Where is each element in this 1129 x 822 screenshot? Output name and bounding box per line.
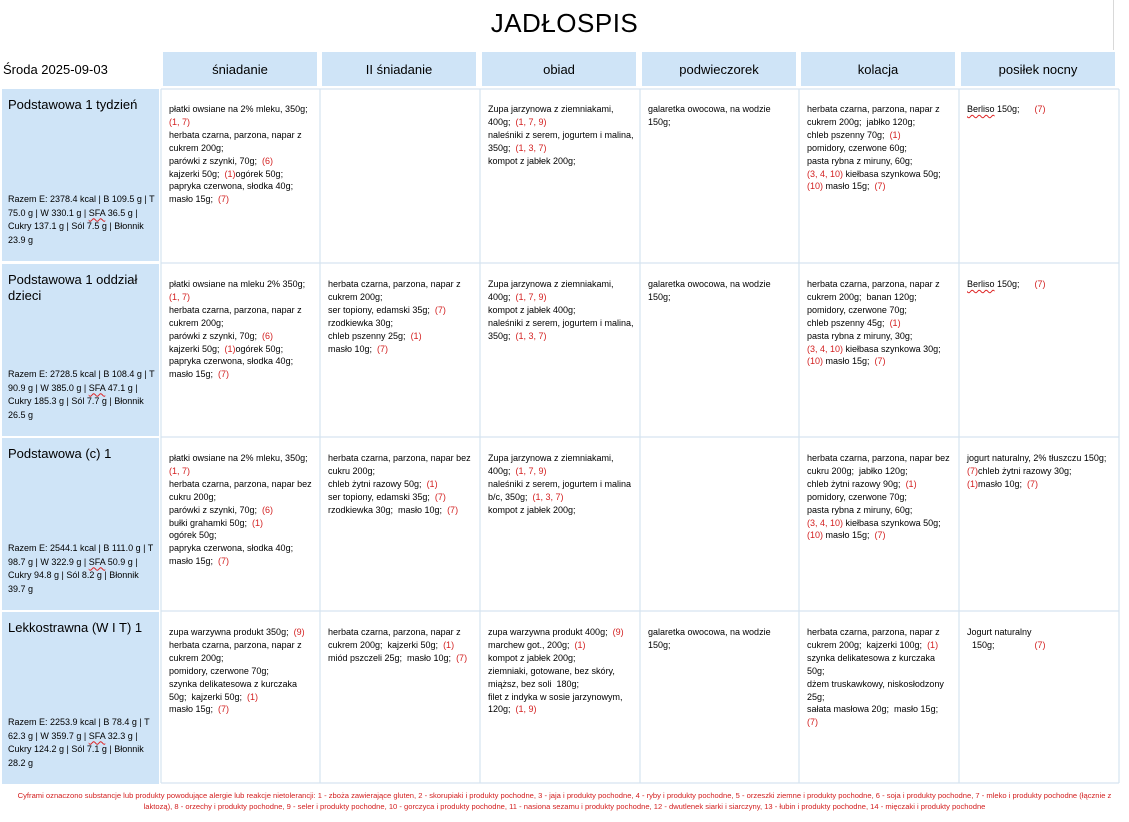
nutrition-summary: Razem E: 2728.5 kcal | B 108.4 g | T 90.9 g | W 385.0 g | SFA 47.1 g | Cukry 185.3 g | Sól 7.7 g | Błonnik 26.5 g	[8, 369, 155, 420]
menu-item: parówki z szynki, 70g; (6)	[169, 504, 274, 515]
menu-item: herbata czarna, parzona, napar bez cukru 200g;	[328, 453, 474, 476]
menu-item: pasta rybna z miruny, 60g;	[807, 504, 913, 515]
menu-item: (10) masło 15g; (7)	[807, 530, 886, 541]
menu-item: Zupa jarzynowa z ziemniakami, 400g; (1, 7, 9)	[488, 104, 617, 127]
menu-date: Środa 2025-09-03	[3, 62, 108, 77]
menu-item: masło 15g; (7)	[169, 369, 230, 380]
menu-item: szynka delikatesowa z kurczaka 50g;	[807, 652, 938, 676]
menu-item: rzodkiewka 30g; masło 10g; (7)	[328, 504, 459, 515]
menu-item: ser topiony, edamski 35g; (7)	[328, 491, 446, 502]
menu-item: masło 15g; (7)	[169, 556, 230, 567]
allergen-code: (7)	[434, 491, 446, 502]
menu-item: pasta rybna z miruny, 30g;	[807, 330, 913, 341]
allergen-code: (10)	[807, 181, 824, 192]
menu-item: Berliso 150g; (7)	[967, 279, 1046, 289]
menu-item: pomidory, czerwone 70g;	[169, 665, 269, 676]
allergen-code: (7)	[874, 530, 886, 541]
menu-item: pasta rybna z miruny, 60g;	[807, 155, 913, 166]
allergen-code: (9)	[293, 627, 305, 637]
menu-item: herbata czarna, parzona, napar z cukrem 200g; jabłko 120g;	[807, 104, 943, 127]
menu-item: naleśniki z serem, jogurtem i malina, 350g; (1, 3, 7)	[488, 317, 637, 341]
column-header: posiłek nocny	[961, 52, 1115, 86]
nutrition-summary: Razem E: 2378.4 kcal | B 109.5 g | T 75.0 g | W 330.1 g | SFA 36.5 g | Cukry 137.1 g | Sól 7.5 g | Błonnik 23.9 g	[8, 194, 155, 245]
menu-item: papryka czerwona, słodka 40g;	[169, 356, 294, 367]
menu-item: ziemniaki, gotowane, bez skóry, miąższ, bez soli 180g;	[488, 665, 618, 689]
menu-item: zupa warzywna produkt 350g; (9)	[169, 627, 305, 637]
menu-item: herbata czarna, parzona, napar bez cukru 200g;	[169, 478, 315, 502]
menu-item: zupa warzywna produkt 400g; (9)	[488, 627, 624, 637]
menu-item: herbata czarna, parzona, napar z cukrem 200g; banan 120g;	[807, 279, 943, 302]
allergen-code: (1, 7, 9)	[515, 116, 547, 127]
menu-item: kajzerki 50g; (1)ogórek 50g;	[169, 343, 284, 354]
menu-item: papryka czerwona, słodka 40g;	[169, 543, 294, 554]
allergen-code: (1, 3, 7)	[515, 330, 547, 341]
allergen-code: (7)	[1027, 478, 1039, 489]
menu-item: płatki owsiane na mleku 2% 350g; (1, 7)	[169, 279, 311, 302]
menu-item: Zupa jarzynowa z ziemniakami, 400g; (1, 7, 9)	[488, 453, 617, 476]
allergen-code: (9)	[612, 627, 624, 637]
meal-cell	[648, 626, 794, 652]
diet-name: Podstawowa 1 oddział dzieci	[8, 272, 138, 303]
menu-item: naleśniki z serem, jogurtem i malina, 350g; (1, 3, 7)	[488, 129, 637, 153]
menu-item: galaretka owocowa, na wodzie 150g;	[648, 627, 774, 650]
allergen-code: (1)	[967, 478, 978, 489]
allergen-code: (7)	[1034, 104, 1046, 114]
menu-item: (3, 4, 10) kiełbasa szynkowa 30g;	[807, 343, 941, 354]
allergen-code: (1)	[224, 343, 236, 354]
menu-item: herbata czarna, parzona, napar bez cukru 200g; jabłko 120g;	[807, 453, 953, 476]
diet-name: Lekkostrawna (W I T) 1	[8, 620, 143, 635]
meal-cell	[967, 452, 1113, 491]
menu-item: Zupa jarzynowa z ziemniakami, 400g; (1, 7, 9)	[488, 279, 617, 302]
allergen-code: (1, 3, 7)	[515, 142, 547, 153]
diet-name: Podstawowa 1 tydzień	[8, 97, 138, 112]
allergen-code: (1, 3, 7)	[532, 491, 564, 502]
meal-cell	[169, 452, 315, 568]
diet-row-label	[2, 264, 159, 436]
allergen-code: (7)	[456, 652, 468, 663]
meal-cell	[169, 103, 315, 206]
allergen-code: (7)	[1034, 279, 1046, 289]
menu-item: chleb pszenny 70g; (1)	[807, 129, 901, 140]
allergen-code: (1, 7, 9)	[515, 465, 547, 476]
menu-item: (1)masło 10g; (7)	[967, 478, 1039, 489]
meal-cell	[488, 452, 634, 517]
menu-item: płatki owsiane na 2% mleku, 350g; (1, 7)	[169, 453, 313, 476]
allergen-code: (1)	[252, 517, 264, 528]
meal-cell	[328, 626, 474, 665]
allergen-code: (6)	[262, 330, 274, 341]
menu-item: herbata czarna, parzona, napar z cukrem 200g;	[169, 639, 305, 663]
allergen-code: (7)	[447, 504, 459, 515]
allergen-code: (6)	[262, 155, 274, 166]
diet-row-label	[2, 438, 159, 610]
meal-cell	[648, 278, 794, 304]
menu-item: naleśniki z serem, jogurtem i malina b/c, 350g; (1, 3, 7)	[488, 478, 634, 502]
menu-item: chleb pszenny 45g; (1)	[807, 317, 901, 328]
allergen-code: (3, 4, 10)	[807, 517, 844, 528]
allergen-code: (1, 7, 9)	[515, 291, 547, 302]
menu-item: szynka delikatesowa z kurczaka 50g; kajzerki 50g; (1)	[169, 678, 300, 702]
menu-item: masło 15g; (7)	[169, 194, 230, 205]
allergen-code: (1)	[889, 317, 901, 328]
nutrition-summary: Razem E: 2253.9 kcal | B 78.4 g | T 62.3 g | W 359.7 g | SFA 32.3 g | Cukry 124.2 g | Sól 7.1 g | Błonnik 28.2 g	[8, 717, 150, 768]
menu-item: (3, 4, 10) kiełbasa szynkowa 50g;	[807, 168, 941, 179]
allergen-code: (1)	[574, 639, 586, 650]
menu-item: parówki z szynki, 70g; (6)	[169, 330, 274, 341]
allergen-code: (1, 7)	[169, 291, 191, 302]
menu-item: 150g; (7)	[967, 639, 1046, 650]
allergen-code: (3, 4, 10)	[807, 168, 844, 179]
allergen-code: (7)	[218, 556, 230, 567]
menu-item: kajzerki 50g; (1)ogórek 50g;	[169, 168, 284, 179]
menu-item: herbata czarna, parzona, napar z cukrem 200g; kajzerki 50g; (1)	[328, 627, 464, 650]
allergen-code: (7)	[218, 369, 230, 380]
menu-item: masło 10g; (7)	[328, 343, 389, 354]
nutrition-summary: Razem E: 2544.1 kcal | B 111.0 g | T 98.7 g | W 322.9 g | SFA 50.9 g | Cukry 94.8 g | Sól 8.2 g | Błonnik 39.7 g	[8, 543, 154, 594]
allergen-legend: Cyframi oznaczono substancje lub produkty powodujące alergie lub reakcje nietolerancji: 1 - zboża zawierające gluten, 2 - skorupiaki i produkty pochodne, 3 - jaja i produkty pochodne, 4 - ryby i produkty pochodne, 5 - orzeszki ziemne i produkty pochodne, 6 - soja i produkty pochodne, 7 - mleko i produkty pochodne (łącznie z laktozą), 8 - orzechy i produkty pochodne, 9 - seler i produkty pochodne, 10 - gorczyca i produkty pochodne, 11 - nasiona sezamu i produkty pochodne, 12 - dwutlenek siarki i siarczyny, 13 - łubin i produkty pochodne, 14 - mięczaki i produkty pochodne	[17, 791, 1112, 811]
menu-item: Berliso 150g; (7)	[967, 104, 1046, 114]
allergen-code: (1)	[905, 478, 917, 489]
menu-item: ser topiony, edamski 35g; (7)	[328, 304, 446, 315]
menu-item: chleb pszenny 25g; (1)	[328, 330, 422, 341]
meal-cell	[807, 452, 953, 542]
diet-row-label	[2, 612, 159, 784]
menu-item: dżem truskawkowy, niskosłodzony 25g;	[807, 678, 947, 702]
menu-item: pomidory, czerwone 70g;	[807, 304, 907, 315]
meal-cell	[967, 103, 1113, 116]
menu-item: rzodkiewka 30g;	[328, 317, 394, 328]
menu-item: sałata masłowa 20g; masło 15g;	[807, 704, 939, 715]
allergen-code: (1, 9)	[515, 704, 537, 715]
meal-cell	[807, 626, 953, 729]
menu-item	[807, 716, 953, 729]
menu-item: (3, 4, 10) kiełbasa szynkowa 50g;	[807, 517, 941, 528]
menu-item: (10) masło 15g; (7)	[807, 181, 886, 192]
menu-item: chleb żytni razowy 90g; (1)	[807, 478, 917, 489]
allergen-code: (1)	[443, 639, 455, 650]
meal-cell	[328, 278, 474, 355]
allergen-code: (1)	[224, 168, 236, 179]
allergen-code: (7)	[377, 343, 389, 354]
allergen-code: (7)	[1034, 639, 1046, 650]
meal-cell	[807, 103, 953, 193]
diet-name: Podstawowa (c) 1	[8, 446, 112, 461]
menu-item: herbata czarna, parzona, napar z cukrem 200g; kajzerki 100g; (1)	[807, 627, 943, 650]
menu-item: herbata czarna, parzona, napar z cukrem 200g;	[169, 304, 305, 328]
allergen-code: (7)	[434, 304, 446, 315]
meal-cell	[488, 626, 634, 716]
allergen-code: (1)	[410, 330, 422, 341]
allergen-code: (10)	[807, 356, 824, 367]
allergen-code: (1, 7)	[169, 116, 191, 127]
allergen-code: (7)	[218, 194, 230, 205]
meal-cell	[807, 278, 953, 368]
allergen-code: (1)	[247, 691, 259, 702]
menu-item: herbata czarna, parzona, napar z cukrem 200g;	[169, 129, 305, 153]
menu-item: kompot z jabłek 400g;	[488, 304, 576, 315]
meal-cell	[967, 626, 1113, 652]
allergen-code: (1)	[927, 639, 939, 650]
menu-item: ogórek 50g;	[169, 530, 217, 541]
column-header: śniadanie	[163, 52, 317, 86]
allergen-code: (1)	[426, 478, 438, 489]
menu-item: pomidory, czerwone 70g;	[807, 491, 907, 502]
column-header: podwieczorek	[642, 52, 796, 86]
meal-cell	[648, 103, 794, 129]
menu-item: masło 15g; (7)	[169, 704, 230, 715]
allergen-code: (3, 4, 10)	[807, 343, 844, 354]
menu-item: miód pszczeli 25g; masło 10g; (7)	[328, 652, 468, 663]
allergen-code: (7)	[874, 181, 886, 192]
meal-cell	[169, 626, 315, 716]
menu-item: kompot z jabłek 200g;	[488, 155, 576, 166]
menu-item: galaretka owocowa, na wodzie 150g;	[648, 104, 774, 127]
meal-cell	[488, 278, 637, 343]
menu-item: marchew got., 200g; (1)	[488, 639, 586, 650]
column-header: kolacja	[801, 52, 955, 86]
meal-cell	[488, 103, 637, 168]
allergen-code: (1)	[889, 129, 901, 140]
menu-item: herbata czarna, parzona, napar z cukrem 200g;	[328, 279, 464, 302]
menu-item: Jogurt naturalny	[967, 627, 1032, 637]
allergen-code: (7)	[874, 356, 886, 367]
meal-cell	[328, 452, 474, 517]
menu-item: filet z indyka w sosie jarzynowym, 120g; (1, 9)	[488, 691, 626, 715]
menu-item: pomidory, czerwone 60g;	[807, 142, 907, 153]
allergen-code: (7)	[967, 465, 978, 476]
diet-row-label	[2, 89, 159, 261]
menu-item: papryka czerwona, słodka 40g;	[169, 181, 294, 192]
allergen-code: (10)	[807, 530, 824, 541]
menu-item: chleb żytni razowy 50g; (1)	[328, 478, 438, 489]
menu-item: płatki owsiane na 2% mleku, 350g; (1, 7)	[169, 104, 313, 127]
menu-item: jogurt naturalny, 2% tłuszczu 150g; (7)chleb żytni razowy 30g;	[967, 453, 1112, 476]
menu-item: kompot z jabłek 200g;	[488, 504, 576, 515]
menu-item: bułki grahamki 50g; (1)	[169, 517, 264, 528]
menu-item: parówki z szynki, 70g; (6)	[169, 155, 274, 166]
allergen-code: (6)	[262, 504, 274, 515]
allergen-code: (7)	[807, 717, 818, 728]
menu-item: (10) masło 15g; (7)	[807, 356, 886, 367]
page-title: JADŁOSPIS	[490, 8, 639, 38]
meal-cell	[967, 278, 1113, 291]
column-header: II śniadanie	[322, 52, 476, 86]
meal-cell	[169, 278, 315, 381]
menu-item: kompot z jabłek 200g;	[488, 652, 576, 663]
allergen-code: (1, 7)	[169, 465, 191, 476]
allergen-code: (7)	[218, 704, 230, 715]
column-header: obiad	[482, 52, 636, 86]
menu-item: galaretka owocowa, na wodzie 150g;	[648, 279, 774, 302]
